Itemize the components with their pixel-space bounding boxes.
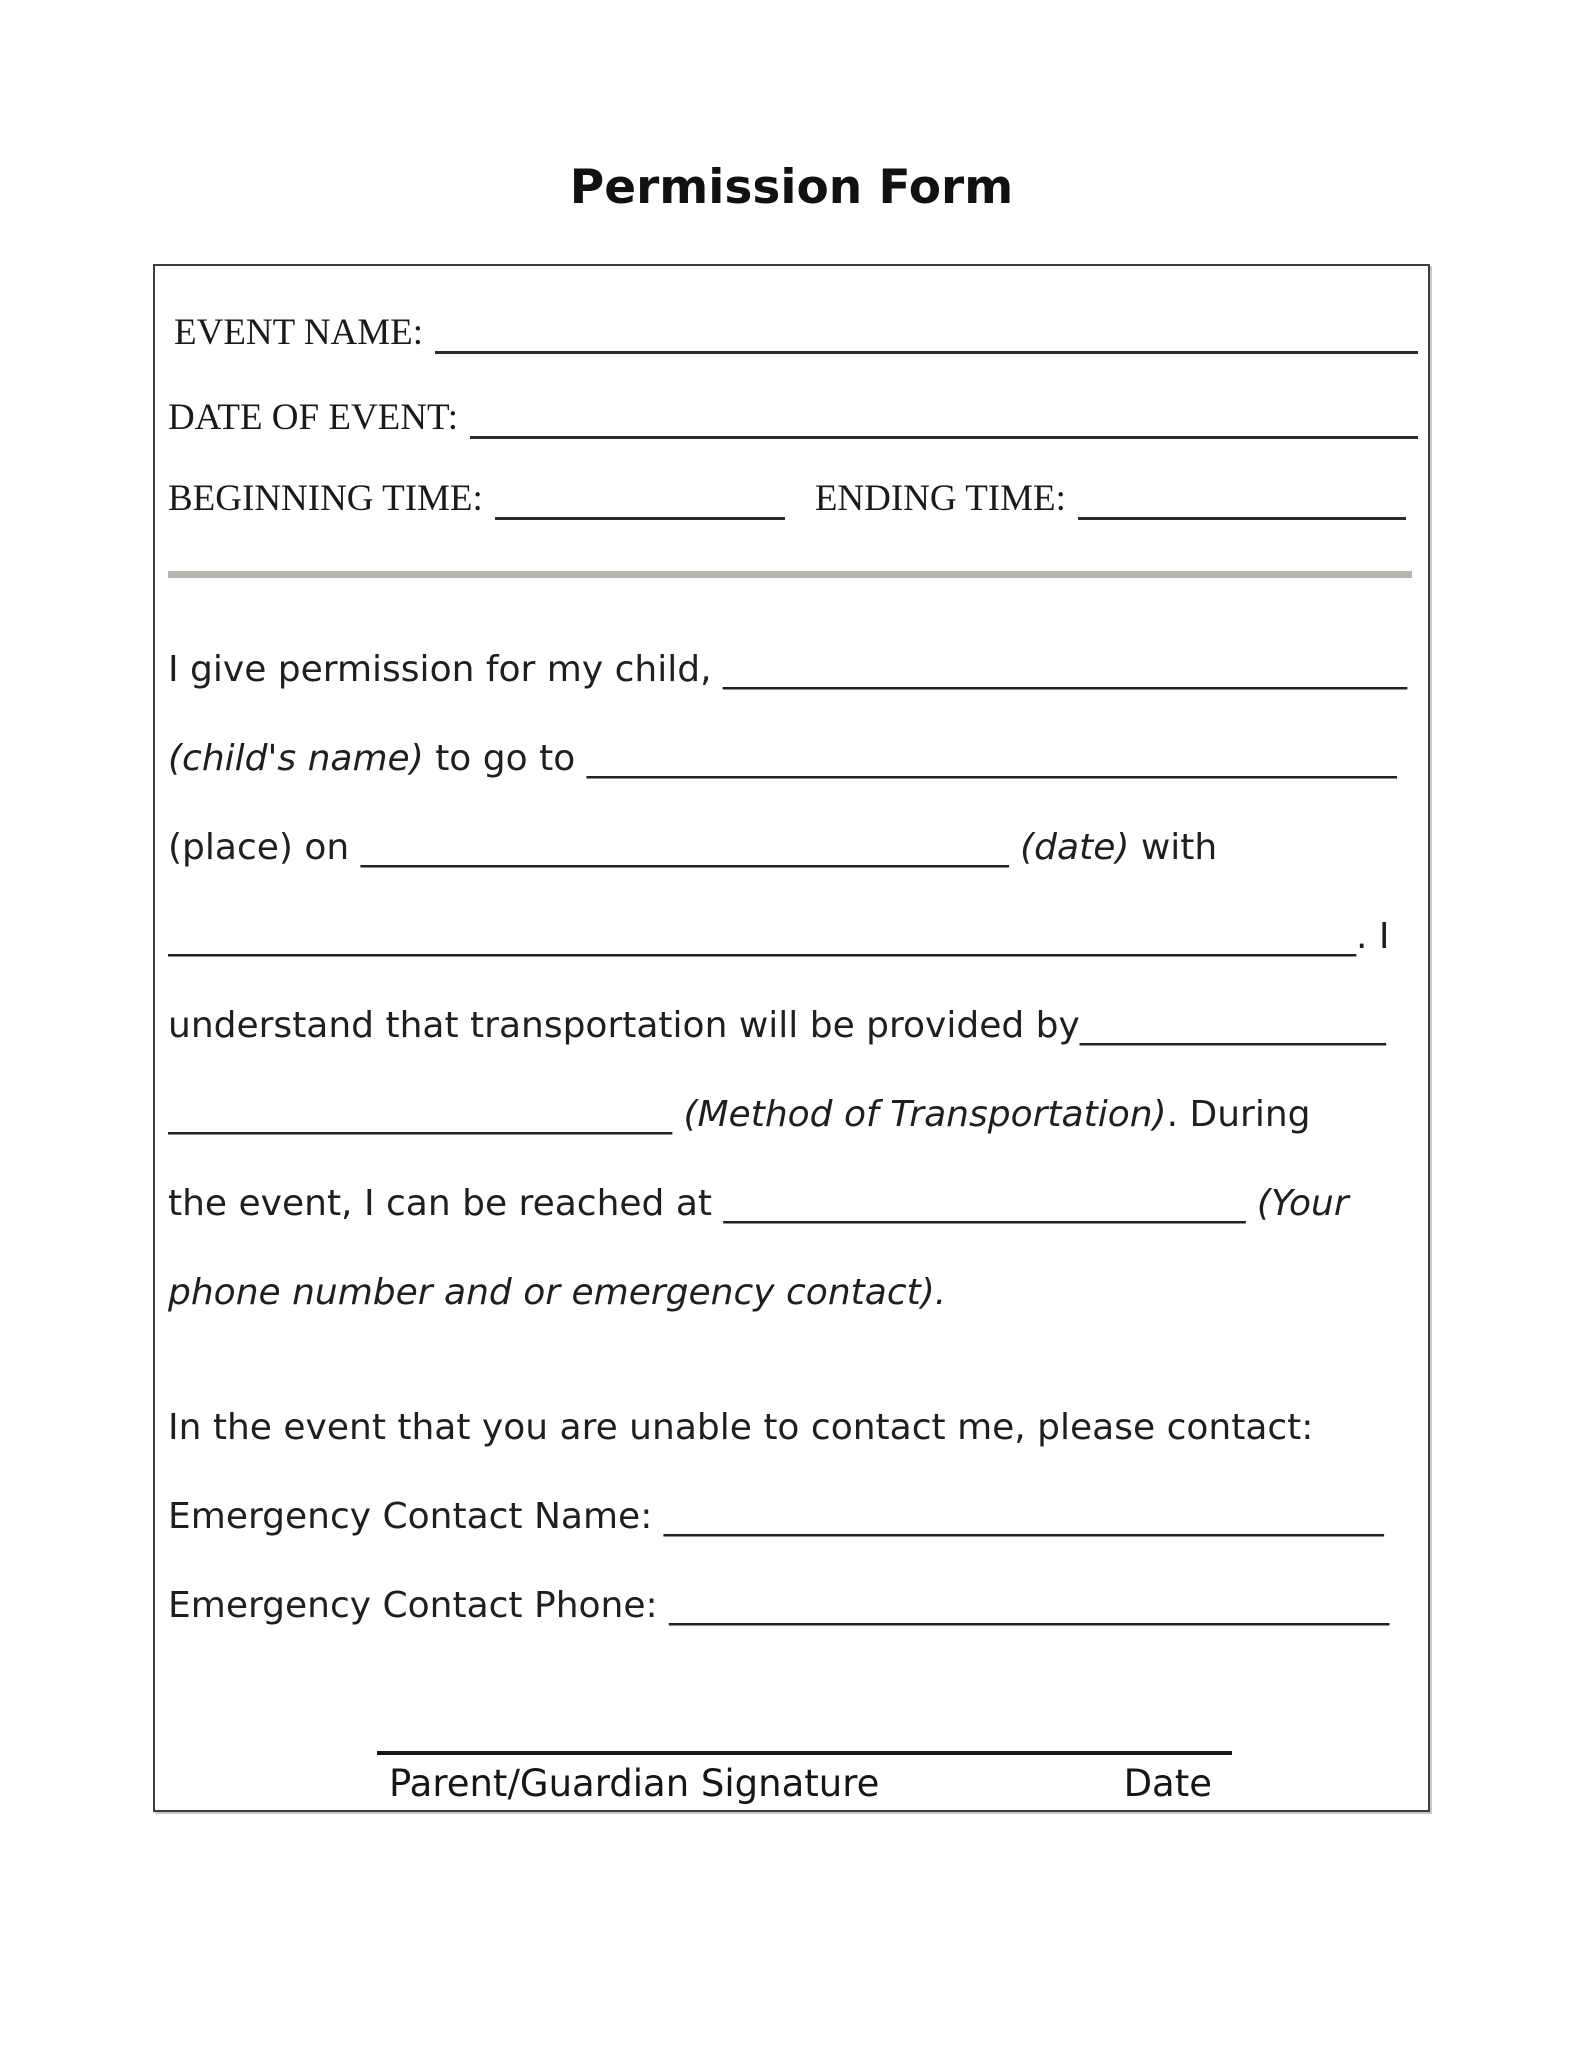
beginning-time-underline[interactable] bbox=[495, 487, 785, 520]
permission-line-3 bbox=[168, 826, 1428, 915]
page-title: Permission Form bbox=[569, 160, 1014, 215]
blank-underline[interactable]: ______________________________________ bbox=[722, 649, 1407, 690]
beginning-time-label: BEGINNING TIME: bbox=[168, 478, 483, 519]
event-name-label: EVENT NAME: bbox=[174, 312, 424, 353]
signature-label: Parent/Guardian Signature bbox=[389, 1762, 880, 1805]
date-of-event-underline[interactable] bbox=[470, 406, 1418, 439]
text-segment: understand that transportation will be provided by bbox=[168, 1005, 1080, 1046]
permission-line-8 bbox=[168, 1271, 1428, 1360]
ending-time-label: ENDING TIME: bbox=[814, 478, 1066, 519]
signature-block bbox=[377, 1751, 1232, 1805]
text-segment: . I bbox=[1356, 916, 1390, 957]
italic-hint-text: (date) bbox=[1020, 827, 1130, 868]
permission-form-box bbox=[153, 264, 1430, 1812]
text-segment bbox=[1009, 827, 1020, 868]
section-divider bbox=[168, 571, 1412, 578]
blank-underline[interactable]: _________________ bbox=[1079, 1005, 1386, 1046]
text-segment: . During bbox=[1166, 1094, 1311, 1135]
text-segment: Emergency Contact Name: bbox=[168, 1496, 664, 1537]
blank-underline[interactable]: ________________________________________ bbox=[663, 1496, 1384, 1537]
italic-hint-text: (Your bbox=[1256, 1183, 1349, 1224]
text-segment: Emergency Contact Phone: bbox=[168, 1585, 670, 1626]
event-name-row bbox=[168, 312, 1418, 355]
signature-labels-row bbox=[377, 1755, 1232, 1805]
italic-hint-text: phone number and or emergency contact). bbox=[168, 1272, 947, 1313]
emergency-intro-line bbox=[168, 1406, 1428, 1495]
blank-underline[interactable]: __________________________________________________________________ bbox=[168, 916, 1356, 957]
blank-underline[interactable]: ________________________________________ bbox=[669, 1585, 1390, 1626]
permission-line-5 bbox=[168, 1004, 1428, 1093]
text-segment bbox=[672, 1094, 683, 1135]
text-segment: the event, I can be reached at bbox=[168, 1183, 724, 1224]
text-segment: (place) on bbox=[168, 827, 361, 868]
text-segment: In the event that you are unable to contact me, please contact: bbox=[168, 1407, 1314, 1448]
date-label: Date bbox=[1123, 1762, 1212, 1805]
italic-hint-text: (child's name) bbox=[168, 738, 424, 779]
emergency-contact-phone-line bbox=[168, 1584, 1428, 1673]
permission-line-4 bbox=[168, 915, 1428, 1004]
italic-hint-text: (Method of Transportation) bbox=[683, 1094, 1167, 1135]
permission-line-2 bbox=[168, 737, 1428, 826]
date-of-event-label: DATE OF EVENT: bbox=[168, 397, 459, 438]
ending-time-underline[interactable] bbox=[1078, 487, 1406, 520]
body-paragraph bbox=[168, 648, 1428, 1673]
permission-line-6 bbox=[168, 1093, 1428, 1182]
blank-underline[interactable]: _____________________________________________ bbox=[586, 738, 1397, 779]
blank-underline[interactable]: ____________________________________ bbox=[360, 827, 1009, 868]
blank-underline[interactable]: ____________________________ bbox=[168, 1094, 672, 1135]
date-of-event-row bbox=[168, 397, 1418, 440]
emergency-contact-name-line bbox=[168, 1495, 1428, 1584]
blank-underline[interactable]: _____________________________ bbox=[723, 1183, 1246, 1224]
text-segment: with bbox=[1129, 827, 1218, 868]
event-name-underline[interactable] bbox=[435, 321, 1418, 354]
text-segment bbox=[1245, 1183, 1256, 1224]
permission-line-1 bbox=[168, 648, 1428, 737]
text-segment: to go to bbox=[423, 738, 587, 779]
time-row bbox=[168, 478, 1418, 521]
text-segment: I give permission for my child, bbox=[168, 649, 723, 690]
permission-line-7 bbox=[168, 1182, 1428, 1271]
